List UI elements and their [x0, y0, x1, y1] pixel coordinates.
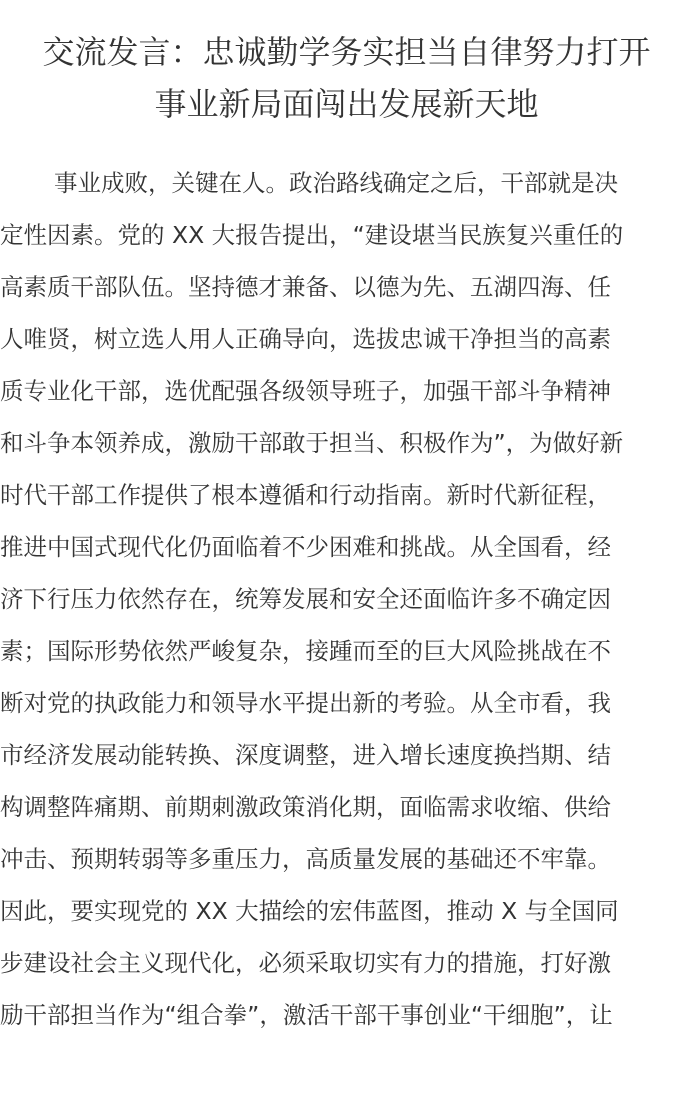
body-line-9: 济下行压力依然存在，统筹发展和安全还面临许多不确定因	[0, 585, 611, 613]
body-line-4: 人唯贤，树立选人用人正确导向，选拔忠诚干净担当的高素	[0, 325, 611, 353]
body-line-6: 和斗争本领养成，激励干部敢于担当、积极作为”，为做好新	[0, 429, 624, 457]
body-line-2: 定性因素。党的 XX 大报告提出，“建设堪当民族复兴重任的	[0, 221, 624, 249]
title-line-2: 事业新局面闯出发展新天地	[154, 85, 539, 123]
body-line-8: 推进中国式现代化仍面临着不少困难和挑战。从全国看，经	[0, 533, 611, 561]
body-paragraph	[0, 157, 693, 1041]
body-line-11: 断对党的执政能力和领导水平提出新的考验。从全市看，我	[0, 689, 611, 717]
body-line-14: 冲击、预期转弱等多重压力，高质量发展的基础还不牢靠。	[0, 845, 611, 873]
body-line-3: 高素质干部队伍。坚持德才兼备、以德为先、五湖四海、任	[0, 273, 611, 301]
body-line-17: 励干部担当作为“组合拳”，激活干部干事创业“干细胞”，让	[0, 1001, 613, 1029]
body-line-1: 事业成败，关键在人。政治路线确定之后，干部就是决	[54, 169, 618, 197]
body-line-13: 构调整阵痛期、前期刺激政策消化期，面临需求收缩、供给	[0, 793, 611, 821]
body-line-5: 质专业化干部，选优配强各级领导班子，加强干部斗争精神	[0, 377, 611, 405]
title-line-1: 交流发言：忠诚勤学务实担当自律努力打开	[42, 33, 651, 71]
body-line-15: 因此，要实现党的 XX 大描绘的宏伟蓝图，推动 X 与全国同	[0, 897, 619, 925]
document-title	[0, 26, 693, 130]
body-line-12: 市经济发展动能转换、深度调整，进入增长速度换挡期、结	[0, 741, 611, 769]
body-line-7: 时代干部工作提供了根本遵循和行动指南。新时代新征程，	[0, 481, 611, 509]
body-line-10: 素；国际形势依然严峻复杂，接踵而至的巨大风险挑战在不	[0, 637, 611, 665]
body-line-16: 步建设社会主义现代化，必须采取切实有力的措施，打好激	[0, 949, 611, 977]
